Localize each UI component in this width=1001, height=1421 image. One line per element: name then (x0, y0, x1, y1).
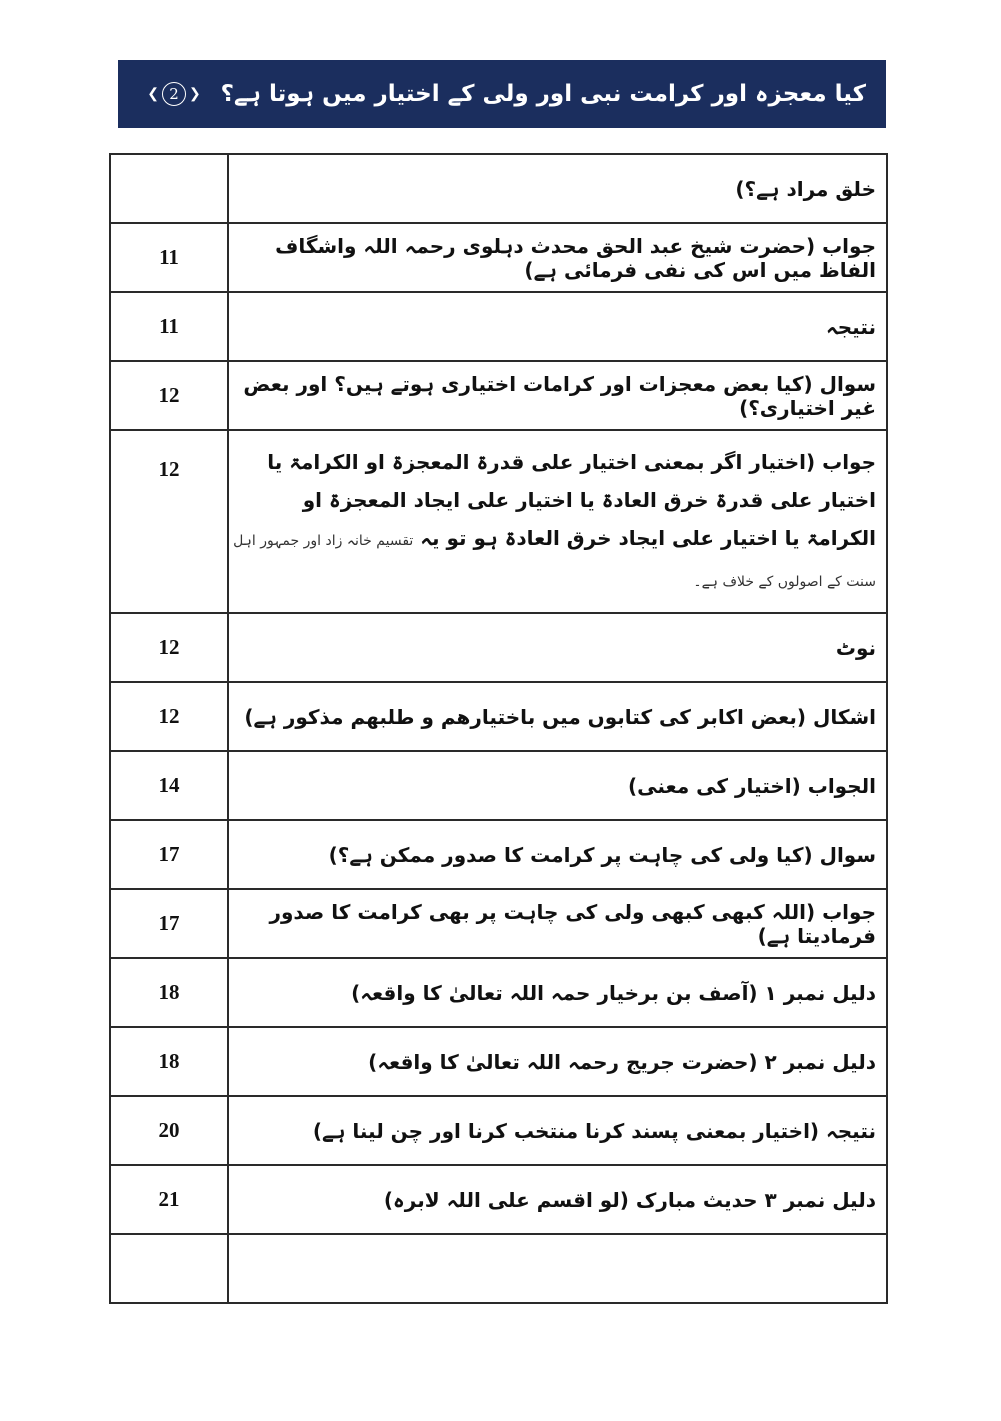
title-cell: نتیجہ (228, 292, 887, 361)
title-cell: نتیجہ (اختیار بمعنی پسند کرنا منتخب کرنا اور چن لینا ہے) (228, 1096, 887, 1165)
title-cell: دلیل نمبر ۳ حدیث مبارک (لو اقسم علی اللہ لابرہ) (228, 1165, 887, 1234)
page-cell: 12 (110, 361, 228, 430)
page-cell: 11 (110, 292, 228, 361)
table-row (110, 682, 887, 751)
title-text: جواب (اختیار اگر بمعنی اختیار علی قدرۃ المعجزۃ او الکرامۃ یا اختیار علی قدرۃ خرق العادۃ یا اختیار علی ایجاد المعجزۃ او الکرامۃ یا اختیار علی ایجاد خرق العادۃ ہو تو یہ (267, 449, 876, 550)
title-cell: نوٹ (228, 613, 887, 682)
table-row (110, 1027, 887, 1096)
table-row (110, 1165, 887, 1234)
title-cell: سوال (کیا بعض معجزات اور کرامات اختیاری ہوتے ہیں؟ اور بعض غیر اختیاری؟) (228, 361, 887, 430)
page-cell: 17 (110, 889, 228, 958)
title-cell: جواب (اللہ کبھی کبھی ولی کی چاہت پر بھی کرامت کا صدور فرمادیتا ہے) (228, 889, 887, 958)
title-cell (228, 1234, 887, 1303)
page-number: 2 (162, 82, 186, 106)
header-banner (118, 60, 886, 128)
page-cell: 12 (110, 682, 228, 751)
table-row (110, 751, 887, 820)
table-row (110, 613, 887, 682)
page-cell (110, 154, 228, 223)
table-row (110, 820, 887, 889)
table-row (110, 430, 887, 613)
table-row (110, 361, 887, 430)
page-cell: 17 (110, 820, 228, 889)
page-cell: 20 (110, 1096, 228, 1165)
page-cell: 11 (110, 223, 228, 292)
title-cell: خلق مراد ہے؟) (228, 154, 887, 223)
table-row (110, 292, 887, 361)
table-row (110, 154, 887, 223)
page-number-badge (144, 77, 204, 111)
page-cell: 18 (110, 1027, 228, 1096)
page-cell: 12 (110, 430, 228, 613)
ornament-icon: ❮ (147, 86, 159, 102)
table-row (110, 223, 887, 292)
title-cell: سوال (کیا ولی کی چاہت پر کرامت کا صدور ممکن ہے؟) (228, 820, 887, 889)
title-cell: الجواب (اختیار کی معنی) (228, 751, 887, 820)
contents-table (109, 153, 888, 1304)
ornament-icon: ❯ (189, 86, 201, 102)
page-cell: 12 (110, 613, 228, 682)
title-cell: اشکال (بعض اکابر کی کتابوں میں باختیارھم و طلبھم مذکور ہے) (228, 682, 887, 751)
title-cell: جواب (حضرت شیخ عبد الحق محدث دہلوی رحمہ اللہ واشگاف الفاظ میں اس کی نفی فرمائی ہے) (228, 223, 887, 292)
page-title: کیا معجزہ اور کرامت نبی اور ولی کے اختیار میں ہوتا ہے؟ (220, 81, 866, 107)
title-cell: دلیل نمبر ۲ (حضرت جریج رحمہ اللہ تعالیٰ کا واقعہ) (228, 1027, 887, 1096)
page-cell (110, 1234, 228, 1303)
page-cell: 14 (110, 751, 228, 820)
page-cell: 21 (110, 1165, 228, 1234)
table-row (110, 1096, 887, 1165)
page-cell: 18 (110, 958, 228, 1027)
table-row (110, 958, 887, 1027)
table-row (110, 1234, 887, 1303)
table-row (110, 889, 887, 958)
title-cell: دلیل نمبر ۱ (آصف بن برخیار حمہ اللہ تعالیٰ کا واقعہ) (228, 958, 887, 1027)
title-cell (228, 430, 887, 613)
title-note: تقسیم خانہ زاد اور جمہور اہل سنت کے اصولوں کے خلاف ہے۔ (233, 532, 876, 590)
